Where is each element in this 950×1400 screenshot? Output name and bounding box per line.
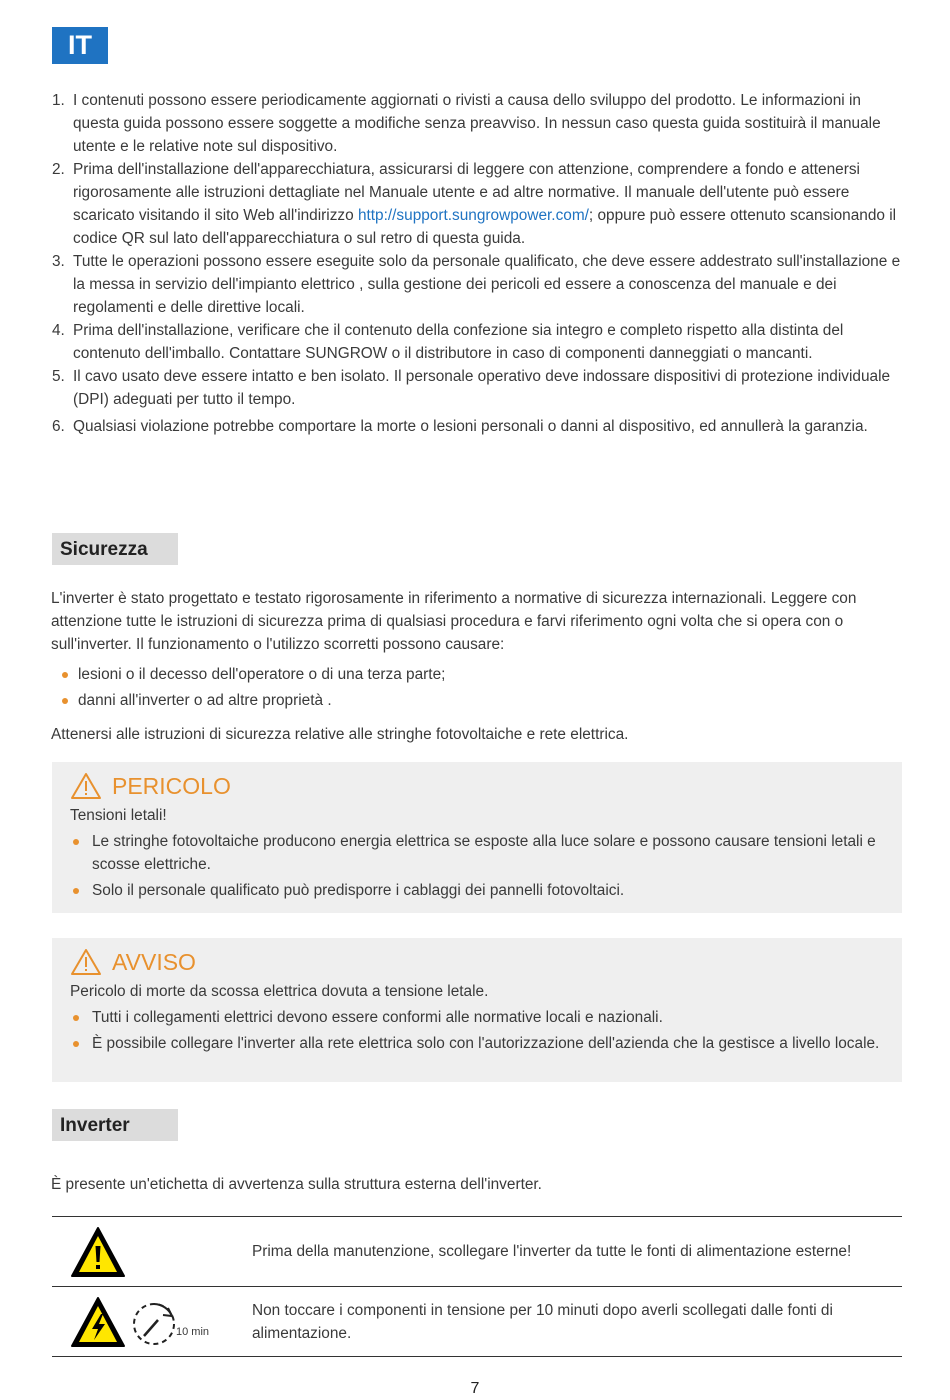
language-badge: IT xyxy=(52,27,108,64)
warning-text: Non toccare i componenti in tensione per 10 minuti dopo averli scollegati dalle fonti di alimentazione. xyxy=(252,1301,833,1342)
bullet-dot xyxy=(73,839,79,845)
bullet-dot xyxy=(62,672,68,678)
high-voltage-icon xyxy=(70,1296,126,1348)
table-row xyxy=(52,1217,902,1287)
danger-box xyxy=(52,762,902,913)
section-heading-safety: Sicurezza xyxy=(52,533,178,565)
bullet-dot xyxy=(73,888,79,894)
intro-notes xyxy=(52,89,908,438)
intro-item-2: 2. Prima dell'installazione dell'apparecchiatura, assicurarsi di leggere con attenzione, comprendere a fondo e attenersi rigorosamente alle istruzioni dettagliate nel Manuale utente e ad altre normative. Il manuale dell'utente può essere scaricato visitando il sito Web all'indirizzo http://support.sungrowpower.com/; oppure può essere ottenuto scansionando il codice QR sul lato dell'apparecchiatura o sul retro di questa guida. xyxy=(52,161,897,247)
inverter-paragraph: È presente un'etichetta di avvertenza sulla struttura esterna dell'inverter. xyxy=(51,1176,542,1193)
page-number: 7 xyxy=(470,1380,480,1397)
warning-triangle-icon xyxy=(70,948,102,976)
warning-title: AVVISO xyxy=(70,946,884,978)
warning-text: Prima della manutenzione, scollegare l'inverter da tutte le fonti di alimentazione esterne! xyxy=(252,1243,852,1260)
warning-triangle-icon xyxy=(70,772,102,800)
danger-title: PERICOLO xyxy=(70,770,884,802)
support-link[interactable]: http://support.sungrowpower.com/ xyxy=(357,207,589,224)
safety-closing: Attenersi alle istruzioni di sicurezza relative alle stringhe fotovoltaiche e rete elettrica. xyxy=(51,726,629,743)
safety-bullets xyxy=(62,663,902,715)
list-item: Tutti i collegamenti elettrici devono essere conformi alle normative locali e nazionali. xyxy=(70,1006,884,1029)
safety-paragraph: L'inverter è stato progettato e testato rigorosamente in riferimento a normative di sicurezza internazionali. Leggere con attenzione tutte le istruzioni di sicurezza prima di qualsiasi procedura e farvi riferimento ogni volta che si opera con o sull'inverter. Il funzionamento o l'utilizzo scorretti possono causare: xyxy=(51,590,857,653)
list-item: lesioni o il decesso dell'operatore o di una terza parte; xyxy=(62,663,902,686)
list-item: Le stringhe fotovoltaiche producono energia elettrica se esposte alla luce solare e possono causare tensioni letali e scosse elettriche. xyxy=(70,830,884,876)
list-item: Solo il personale qualificato può predisporre i cablaggi dei pannelli fotovoltaici. xyxy=(70,879,884,902)
bullet-dot xyxy=(73,1041,79,1047)
icon-cell xyxy=(52,1226,252,1278)
general-warning-icon xyxy=(70,1226,126,1278)
intro-item-4: 4. Prima dell'installazione, verificare che il contenuto della confezione sia integro e completo rispetto alla distinta del contenuto dell'imballo. Contattare SUNGROW o il distributore in caso di componenti danneggiati o mancanti. xyxy=(52,322,844,362)
warning-label-table xyxy=(52,1216,902,1357)
icon-cell xyxy=(52,1296,252,1348)
intro-item-5: 5. Il cavo usato deve essere intatto e ben isolato. Il personale operativo deve indossare dispositivi di protezione individuale (DPI) adeguati per tutto il tempo. xyxy=(52,368,891,408)
bullet-dot xyxy=(73,1015,79,1021)
warning-box xyxy=(52,938,902,1082)
timer-icon xyxy=(128,1296,180,1348)
intro-item-6: 6. Qualsiasi violazione potrebbe comportare la morte o lesioni personali o danni al dispositivo, ed annullerà la garanzia. xyxy=(52,418,868,435)
list-item: È possibile collegare l'inverter alla rete elettrica solo con l'autorizzazione dell'azienda che la gestisce a livello locale. xyxy=(70,1032,884,1055)
intro-item-1: 1. I contenuti possono essere periodicamente aggiornati o rivisti a causa dello sviluppo del prodotto. Le informazioni in questa guida possono essere soggette a modifiche senza preavviso. In nessun caso questa guida sostituirà il manuale utente e le relative note sul dispositivo. xyxy=(52,92,881,155)
list-item: danni all'inverter o ad altre proprietà . xyxy=(62,689,902,712)
section-heading-inverter: Inverter xyxy=(52,1109,178,1141)
timer-label: 10 min xyxy=(176,1325,210,1338)
warning-intro: Pericolo di morte da scossa elettrica dovuta a tensione letale. xyxy=(70,983,489,1000)
bullet-dot xyxy=(62,698,68,704)
intro-item-3: 3. Tutte le operazioni possono essere eseguite solo da personale qualificato, che deve essere addestrato sull'installazione e la messa in servizio dell'impianto elettrico , sulla gestione dei pericoli ed essere a conoscenza del manuale e dei regolamenti e delle direttive locali. xyxy=(52,253,901,316)
danger-intro: Tensioni letali! xyxy=(70,807,167,824)
table-row xyxy=(52,1287,902,1357)
